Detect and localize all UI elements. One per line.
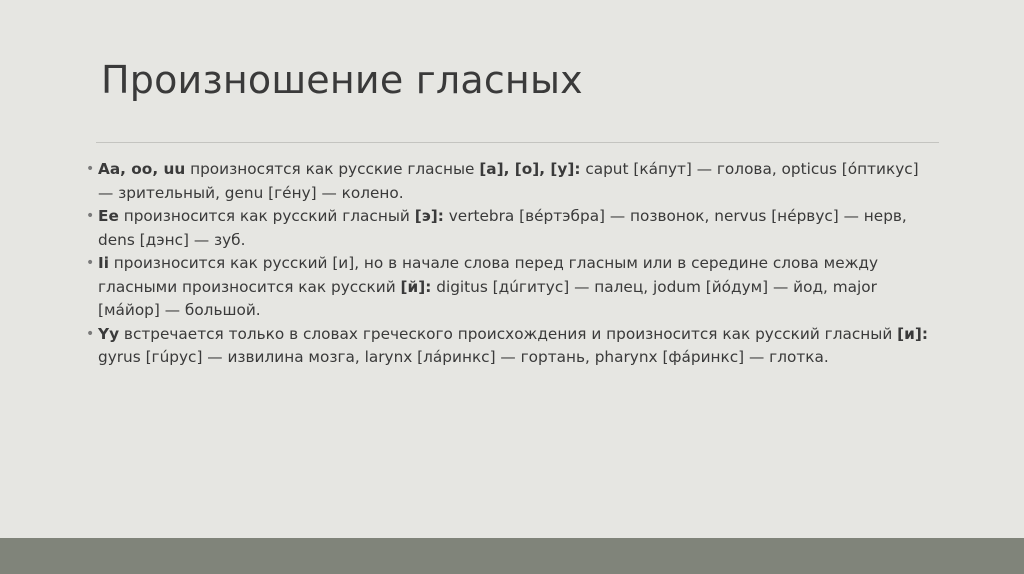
bullet-text: произносится как русский [и], но в начале слова перед гласным или в середине слова между гласными произносится как русский xyxy=(98,254,879,296)
bullet-item xyxy=(86,205,936,252)
bullet-bold-text: Aa, oo, uu xyxy=(98,160,186,178)
bullet-bold-text: Yy xyxy=(98,324,120,343)
slide-title: Произношение гласных xyxy=(101,58,583,102)
bullet-bold-text: Ii xyxy=(98,254,109,272)
title-divider xyxy=(96,142,939,143)
bullet-text: встречается только в словах греческого происхождения и произносится как русский гласный xyxy=(119,324,898,343)
bullet-bold-text: Ee xyxy=(98,207,119,225)
bullet-text: caput [кáпут] — голова, opticus [óптикус] — зрительный, genu [гéну] — колено. xyxy=(98,160,919,202)
bullet-bold-text: [й]: xyxy=(400,277,432,296)
bullet-item xyxy=(86,158,936,205)
bullet-marker: • xyxy=(86,325,95,342)
bullet-marker: • xyxy=(86,208,95,224)
bullet-bold-text: [э]: xyxy=(414,207,444,225)
bullet-text: произносится как русский гласный xyxy=(118,207,415,225)
bullet-text: vertebra [вéртэбра] — позвонок, nervus [нéрвус] — нерв, dens [дэнс] — зуб. xyxy=(98,207,907,249)
bullet-marker: • xyxy=(86,161,95,177)
bullet-list xyxy=(86,158,936,370)
bullet-text: digitus [дúгитус] — палец, jodum [йóдум] — йод, major [мáйор] — большой. xyxy=(98,277,877,319)
bullet-bold-text: [и]: xyxy=(897,324,928,343)
bullet-item xyxy=(86,252,936,323)
bullet-item xyxy=(86,323,936,370)
bullet-text: произносятся как русские гласные xyxy=(185,160,480,178)
bullet-bold-text: [а], [о], [у]: xyxy=(479,160,581,178)
bullet-text: gyrus [гúрус] — извилина мозга, larynx [лáринкс] — гортань, pharynx [фáринкс] — глотка. xyxy=(98,348,829,366)
bullet-marker: • xyxy=(86,255,95,271)
footer-bar xyxy=(0,538,1024,574)
